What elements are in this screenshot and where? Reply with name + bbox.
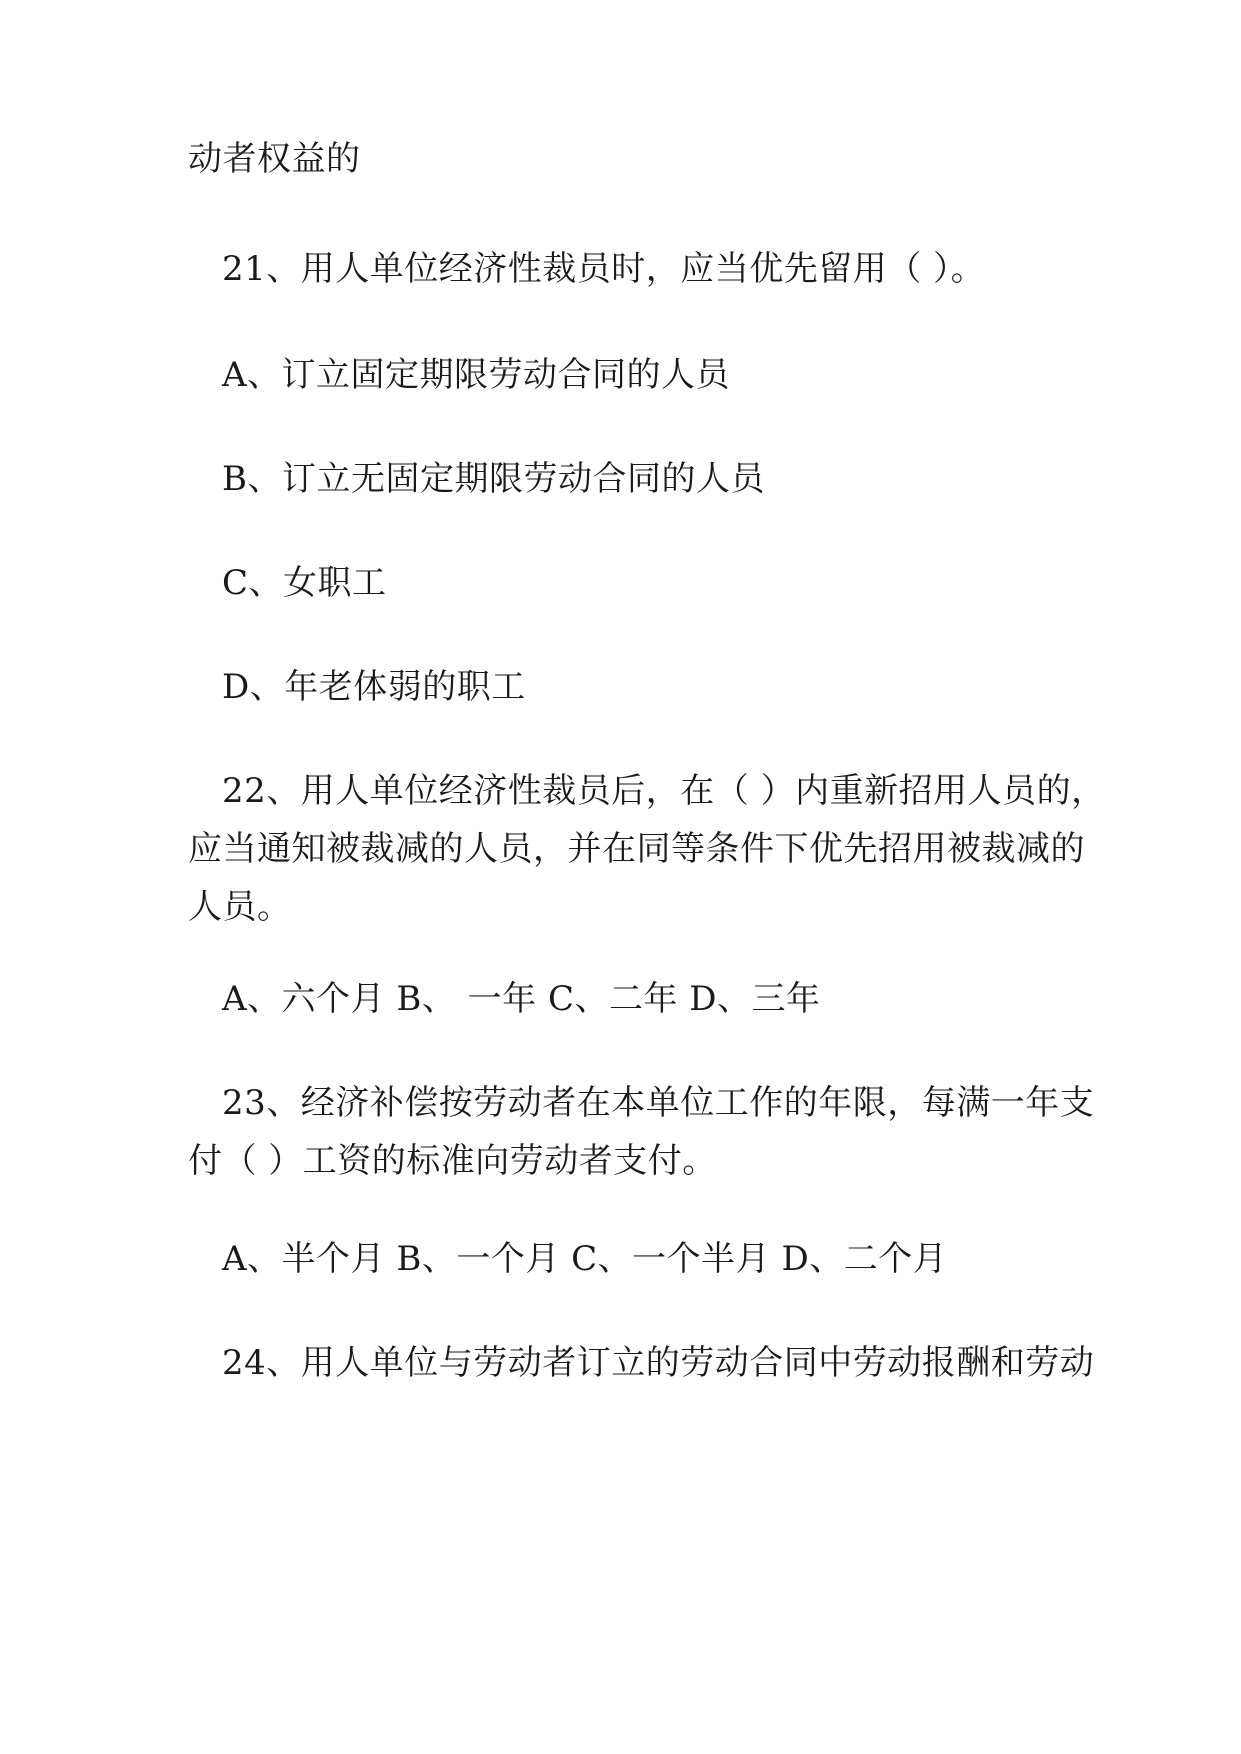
continuation-text: 动者权益的 [188,139,361,179]
question-23-options: A、半个月 B、一个月 C、一个半月 D、二个月 [222,1239,948,1279]
question-23-stem-line: 付（ ）工资的标准向劳动者支付。 [188,1141,717,1181]
question-23-stem [188,1074,1095,1190]
question-21-option-d: D、年老体弱的职工 [222,667,526,707]
question-23-stem-line: 23、经济补偿按劳动者在本单位工作的年限，每满一年支 [222,1083,1095,1123]
question-21-option-a: A、订立固定期限劳动合同的人员 [222,355,731,395]
question-22-stem-line: 人员。 [188,887,292,927]
question-22-stem-line: 应当通知被裁减的人员，并在同等条件下优先招用被裁减的 [188,829,1085,869]
question-21-stem: 21、用人单位经济性裁员时，应当优先留用（ ）。 [222,249,986,289]
question-22-options: A、六个月 B、 一年 C、二年 D、三年 [222,979,821,1019]
question-24-stem [188,1334,1095,1392]
question-22-stem [188,762,1106,936]
question-22-stem-line: 22、用人单位经济性裁员后，在（ ）内重新招用人员的， [222,771,1106,811]
question-21-option-b: B、订立无固定期限劳动合同的人员 [222,459,765,499]
question-21-option-c: C、女职工 [222,563,387,603]
question-24-stem-line: 24、用人单位与劳动者订立的劳动合同中劳动报酬和劳动 [222,1343,1095,1383]
